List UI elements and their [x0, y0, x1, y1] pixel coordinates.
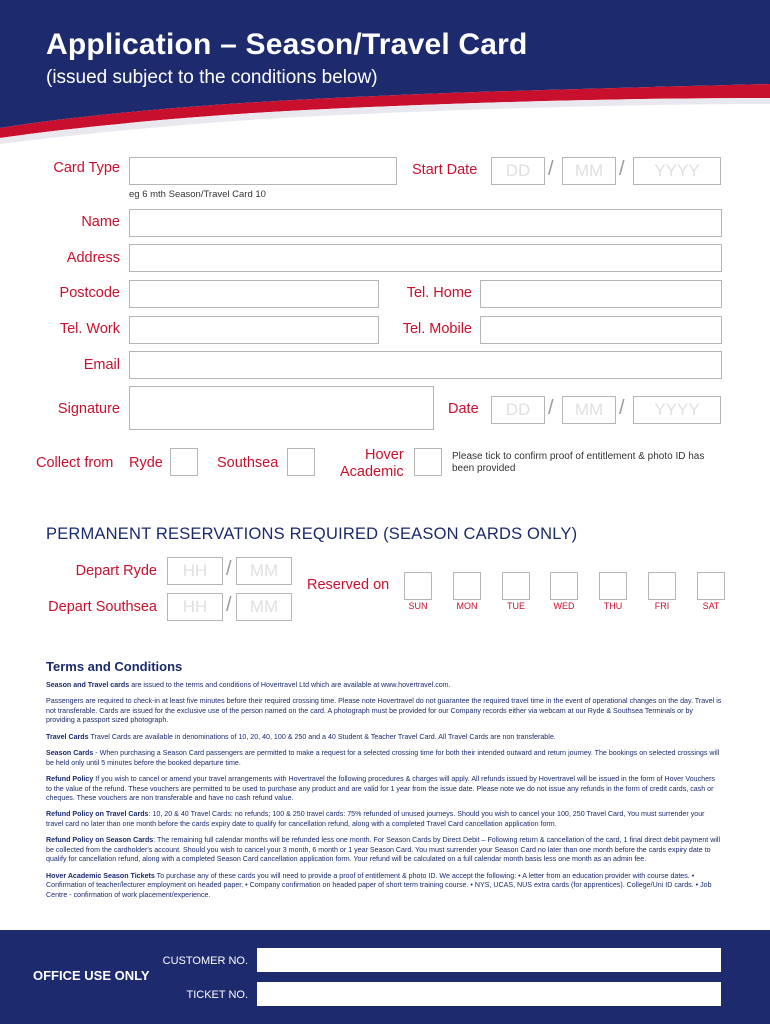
time-separator: / — [226, 594, 232, 616]
reserved-day-checkbox-wed[interactable] — [550, 572, 578, 600]
address-label: Address — [66, 250, 120, 266]
terms-heading: Hover Academic Season Tickets — [46, 871, 155, 880]
card-type-input[interactable] — [129, 157, 397, 185]
terms-text: To purchase any of these cards you will need to provide a proof of entitlement & photo ID. We accept the following: • A letter from an education provider with course dates. • Confirmation of teacher/lecturer employment on headed paper. • Company confirmation on headed paper of short term training course. • NYS, UCAS, NUS extra cards (for apprentices). College/Uni ID cards. • Job Centre - confirmation of work placement/experience. — [46, 871, 712, 899]
date-separator: / — [548, 397, 554, 419]
time-separator: / — [226, 558, 232, 580]
terms-text: : The remaining full calendar months will be refunded less one month. For Season Cards by Direct Debit – Following return & cancellation of the card, 1 final direct debit payment will be collected from the cardholder's account. Should you wish to cancel your 3 month, 6 month or 1 year Season Card. You must surrender your Season Card no later than one month before the cards expiry date to qualify for cancellation refund, along with a completed Season Card cancellation application form. Your refund will be calculated on a full calendar month basis less one month as an admin fee. — [46, 836, 721, 864]
date-separator: / — [548, 158, 554, 180]
terms-text: - When purchasing a Season Card passengers are permitted to make a request for a selected crossing time for both their intended outward and return journey. The bookings on selected crossings will be held only until 5 minutes before the booked departure time. — [46, 749, 720, 767]
reserved-day-checkbox-sun[interactable] — [404, 572, 432, 600]
depart-southsea-mm-input[interactable]: MM — [236, 593, 292, 621]
name-label: Name — [81, 214, 120, 230]
collect-ryde-checkbox[interactable] — [170, 448, 198, 476]
depart-southsea-label: Depart Southsea — [48, 599, 157, 615]
postcode-label: Postcode — [59, 285, 120, 301]
terms-heading: Travel Cards — [46, 732, 89, 741]
date-label: Date — [448, 401, 479, 417]
date-separator: / — [619, 397, 625, 419]
terms-text: Travel Cards are available in denominations of 10, 20, 40, 100 & 250 and a 40 Student & Teacher Travel Card. All Travel Cards are non transferable. — [90, 732, 556, 741]
tel-home-input[interactable] — [480, 280, 722, 308]
academic-label: Academic — [340, 464, 404, 480]
terms-text: Passengers are required to check-in at least five minutes before their required crossing time. Please note Hovertravel do not guarantee the required travel time in the event of operational changes on the day. Travel is not transferable. Cards are issued for the exclusive use of the person named on the card. A photograph must be provided for our Company records either via webcam at our Ryde & Southsea Terminals or by providing a passport sized photograph. — [46, 697, 722, 725]
card-type-label: Card Type — [53, 160, 120, 176]
office-use-label: OFFICE USE ONLY — [33, 968, 150, 983]
terms-heading: Refund Policy — [46, 774, 94, 783]
terms-paragraph — [46, 810, 722, 829]
terms-heading: Refund Policy on Season Cards — [46, 836, 154, 845]
postcode-input[interactable] — [129, 280, 379, 308]
reserved-day-checkbox-sat[interactable] — [697, 572, 725, 600]
sign-date-yyyy-input[interactable]: YYYY — [633, 396, 721, 424]
ticket-no-input[interactable] — [257, 982, 721, 1006]
reserved-day-checkbox-thu[interactable] — [599, 572, 627, 600]
terms-heading: Season Cards — [46, 749, 94, 758]
terms-text: If you wish to cancel or amend your travel arrangements with Hovertravel the following procedures & charges will apply. All refunds issued by Hovertravel will be issued in the form of Hover Vouchers to the value of the refund. These vouchers are permitted to be used to purchase any product and are valid for 1 year from the issue date. Please note we do not issue any refunds in the form of credit cards, cash or cheques. These vouchers are non transferable and have no cash refund value. — [46, 774, 715, 803]
sign-date-mm-input[interactable]: MM — [562, 396, 616, 424]
terms-text: are issued to the terms and conditions of Hovertravel Ltd which are available at www.hovertravel.com. — [131, 681, 451, 689]
address-input[interactable] — [129, 244, 722, 272]
email-label: Email — [83, 357, 120, 373]
terms-paragraph — [46, 836, 722, 865]
proof-checkbox[interactable] — [414, 448, 442, 476]
reserved-day-label: SAT — [702, 601, 720, 611]
terms-paragraph — [46, 681, 722, 691]
sign-date-dd-input[interactable]: DD — [491, 396, 545, 424]
start-date-label: Start Date — [412, 162, 478, 178]
terms-text: : 10, 20 & 40 Travel Cards: no refunds; 100 & 250 travel cards: 75% refunded of unused journeys. Should you wish to cancel your 100, 250 Travel Card, You must surrender your travel card no later than one month before the cards expiry date to qualify for cancellation refund, along with a completed Travel Card cancellation application form. — [46, 810, 705, 828]
reserved-day-label: THU — [603, 601, 623, 611]
customer-no-input[interactable] — [257, 948, 721, 972]
page-title: Application – Season/Travel Card — [46, 28, 528, 61]
tel-work-input[interactable] — [129, 316, 379, 344]
terms-paragraph — [46, 733, 722, 743]
depart-ryde-label: Depart Ryde — [75, 563, 157, 579]
depart-southsea-hh-input[interactable]: HH — [167, 593, 223, 621]
terms-body — [46, 681, 722, 907]
permanent-reservations-heading: PERMANENT RESERVATIONS REQUIRED (SEASON CARDS ONLY) — [46, 525, 578, 543]
tel-mobile-label: Tel. Mobile — [402, 321, 472, 337]
terms-paragraph — [46, 749, 722, 768]
tel-home-label: Tel. Home — [406, 285, 472, 301]
card-type-hint: eg 6 mth Season/Travel Card 10 — [129, 189, 266, 200]
depart-ryde-hh-input[interactable]: HH — [167, 557, 223, 585]
ryde-label: Ryde — [129, 455, 163, 471]
reserved-day-label: WED — [553, 601, 575, 611]
depart-ryde-mm-input[interactable]: MM — [236, 557, 292, 585]
reserved-day-label: SUN — [408, 601, 428, 611]
customer-no-label: CUSTOMER NO. — [162, 955, 248, 967]
reserved-day-label: MON — [456, 601, 478, 611]
reserved-day-label: TUE — [507, 601, 525, 611]
reserved-day-checkbox-tue[interactable] — [502, 572, 530, 600]
page-subtitle: (issued subject to the conditions below) — [46, 67, 378, 88]
reserved-day-label: FRI — [654, 601, 670, 611]
start-date-yyyy-input[interactable]: YYYY — [633, 157, 721, 185]
date-separator: / — [619, 158, 625, 180]
terms-heading: Season and Travel cards — [46, 681, 130, 689]
signature-field[interactable] — [129, 386, 434, 430]
tel-work-label: Tel. Work — [59, 321, 120, 337]
reserved-on-label: Reserved on — [307, 577, 390, 593]
terms-paragraph — [46, 775, 722, 804]
reserved-day-checkbox-fri[interactable] — [648, 572, 676, 600]
terms-title: Terms and Conditions — [46, 659, 183, 674]
collect-from-label: Collect from — [36, 455, 114, 471]
signature-label: Signature — [57, 401, 120, 417]
name-input[interactable] — [129, 209, 722, 237]
terms-paragraph — [46, 697, 722, 726]
reserved-day-checkbox-mon[interactable] — [453, 572, 481, 600]
terms-heading: Refund Policy on Travel Cards — [46, 810, 149, 819]
start-date-mm-input[interactable]: MM — [562, 157, 616, 185]
header-banner — [0, 0, 770, 145]
hover-label: Hover — [365, 447, 404, 463]
tel-mobile-input[interactable] — [480, 316, 722, 344]
start-date-dd-input[interactable]: DD — [491, 157, 545, 185]
ticket-no-label: TICKET NO. — [186, 989, 248, 1001]
terms-paragraph — [46, 872, 722, 901]
proof-note: Please tick to confirm proof of entitlement & photo ID has been provided — [452, 451, 705, 474]
collect-southsea-checkbox[interactable] — [287, 448, 315, 476]
southsea-label: Southsea — [217, 455, 279, 471]
email-input[interactable] — [129, 351, 722, 379]
